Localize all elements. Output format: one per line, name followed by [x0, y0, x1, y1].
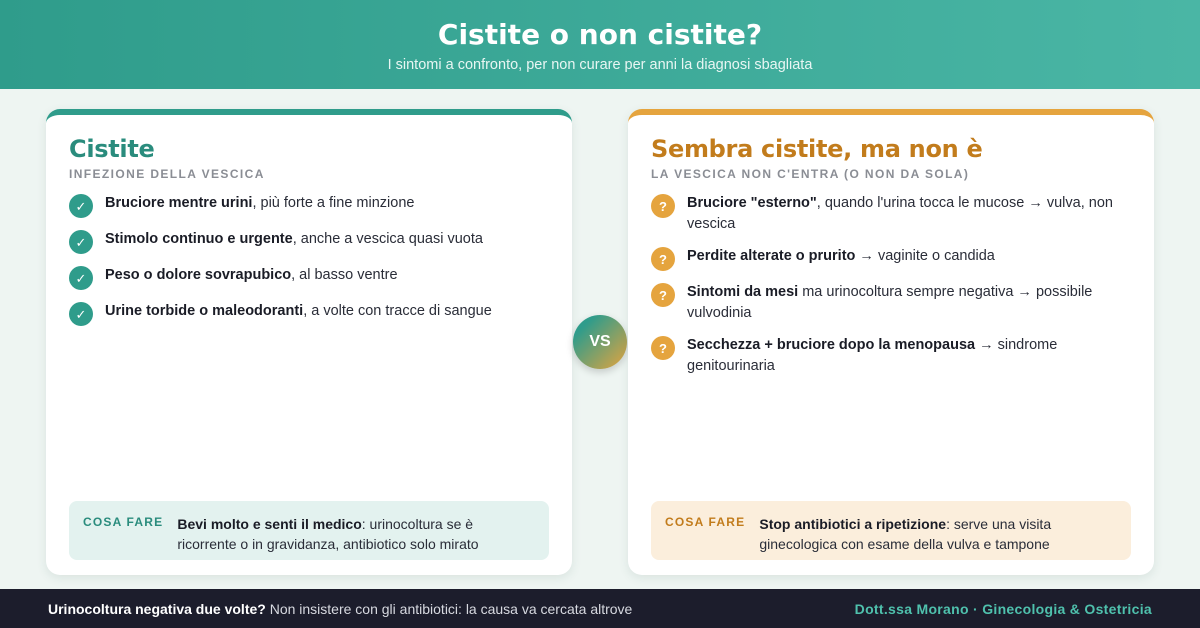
mimic-todo-box — [651, 501, 1131, 560]
list-item: ? Sintomi da mesi ma urinocoltura sempre negativa → possibile vulvodinia — [651, 282, 1124, 324]
todo-label: COSA FARE — [83, 515, 164, 529]
cystitis-symptom-list — [69, 193, 542, 326]
question-icon: ? — [651, 194, 675, 218]
mimic-card — [628, 109, 1154, 575]
page-title: Cistite o non cistite? — [437, 18, 763, 51]
check-icon: ✓ — [69, 230, 93, 254]
page-subtitle: I sintomi a confronto, per non curare per anni la diagnosi sbagliata — [387, 57, 813, 73]
check-icon: ✓ — [69, 302, 93, 326]
footer-brand: Dott.ssa Morano · Ginecologia & Ostetricia — [854, 600, 1152, 617]
cystitis-card — [46, 109, 572, 575]
todo-text: Bevi molto e senti il medico: urinocoltura se è ricorrente o in gravidanza, antibiotico solo mirato — [177, 516, 479, 552]
list-item: ✓ Stimolo continuo e urgente, anche a vescica quasi vuota — [69, 229, 542, 254]
footer-bar — [0, 589, 1200, 628]
question-icon: ? — [651, 336, 675, 360]
list-item: ? Secchezza + bruciore dopo la menopausa → sindrome genitourinaria — [651, 335, 1124, 377]
check-icon: ✓ — [69, 194, 93, 218]
list-item: ✓ Peso o dolore sovrapubico, al basso ventre — [69, 265, 542, 290]
list-item: ? Bruciore "esterno", quando l'urina tocca le mucose → vulva, non vescica — [651, 193, 1124, 235]
cystitis-card-title: Cistite — [69, 135, 155, 163]
list-item: ✓ Urine torbide o maleodoranti, a volte con tracce di sangue — [69, 301, 542, 326]
cystitis-card-kicker: INFEZIONE DELLA VESCICA — [69, 167, 265, 181]
mimic-card-title: Sembra cistite, ma non è — [651, 135, 983, 163]
todo-label: COSA FARE — [665, 515, 746, 529]
todo-text: Stop antibiotici a ripetizione: serve una visita ginecologica con esame della vulva e tampone — [759, 516, 1052, 552]
question-icon: ? — [651, 247, 675, 271]
header-banner — [0, 0, 1200, 89]
cystitis-todo-box — [69, 501, 549, 560]
list-item: ? Perdite alterate o prurito → vaginite o candida — [651, 246, 1124, 271]
footer-message: Urinocoltura negativa due volte? Non insistere con gli antibiotici: la causa va cercata altrove — [48, 600, 633, 617]
mimic-symptom-list — [651, 193, 1124, 377]
question-icon: ? — [651, 283, 675, 307]
check-icon: ✓ — [69, 266, 93, 290]
list-item: ✓ Bruciore mentre urini, più forte a fine minzione — [69, 193, 542, 218]
vs-badge: VS — [573, 315, 627, 369]
mimic-card-kicker: LA VESCICA NON C'ENTRA (O NON DA SOLA) — [651, 167, 970, 181]
